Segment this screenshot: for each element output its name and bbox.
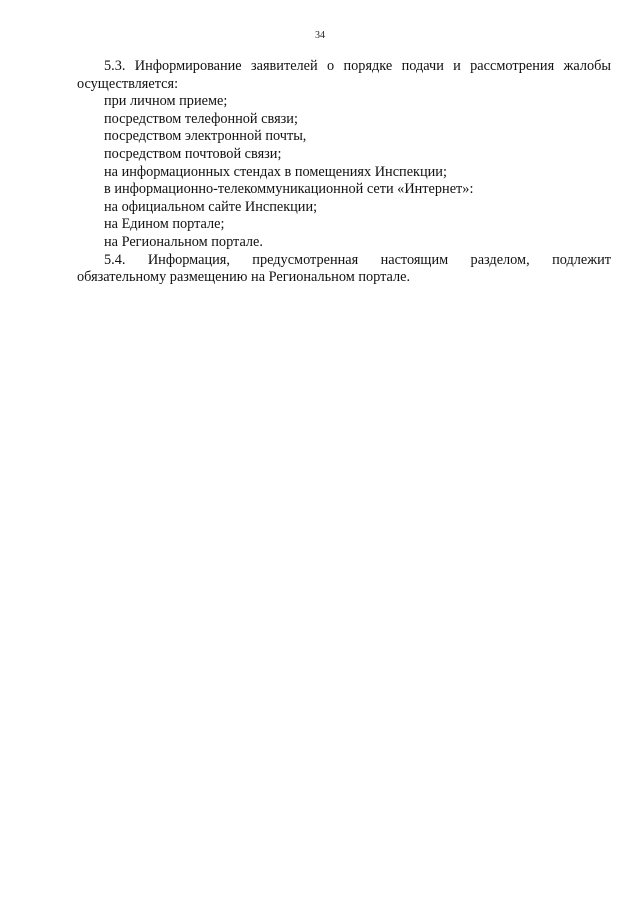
information-channels-list: [77, 93, 611, 251]
section-5-4: [77, 252, 611, 287]
list-item: на официальном сайте Инспекции;: [104, 198, 318, 215]
page-number: 34: [315, 30, 325, 41]
list-item: на информационных стендах в помещениях Инспекции;: [104, 163, 447, 180]
section-5-3-lead-line1: 5.3. Информирование заявителей о порядке подачи и рассмотрения жалобы: [104, 58, 611, 74]
list-item: в информационно-телекоммуникационной сети «Интернет»:: [104, 181, 474, 198]
list-item: посредством электронной почты,: [104, 128, 307, 145]
document-body: [77, 58, 611, 287]
list-item: на Региональном портале.: [104, 233, 263, 250]
list-item: посредством телефонной связи;: [104, 110, 298, 127]
section-5-3: [77, 58, 611, 252]
list-item: посредством почтовой связи;: [104, 145, 282, 162]
section-5-4-line2: обязательному размещению на Региональном портале.: [77, 269, 411, 286]
section-5-4-line1: 5.4. Информация, предусмотренная настоящим разделом, подлежит: [104, 251, 611, 268]
list-item: при личном приеме;: [104, 93, 228, 110]
section-5-3-lead-line2: осуществляется:: [77, 75, 179, 92]
list-item: на Едином портале;: [104, 216, 225, 233]
